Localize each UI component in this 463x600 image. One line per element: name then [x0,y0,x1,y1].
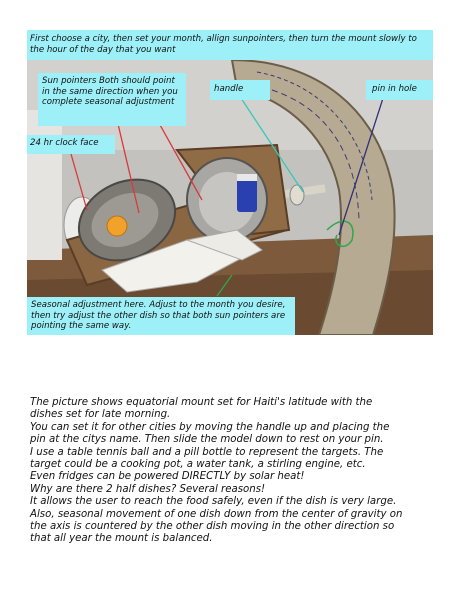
description-line: that all year the mount is balanced. [30,533,213,545]
description-line: the axis is countered by the other dish moving in the other direction so [30,521,395,533]
description-line: The picture shows equatorial mount set for Haiti's latitude with the [30,397,373,408]
description-line: Even fridges can be powered DIRECTLY by solar heat! [30,471,305,483]
description-line: You can set it for other cities by moving the handle up and placing the [30,421,390,433]
callout-pin-in-hole: pin in hole [366,80,433,100]
callout-handle: handle [210,80,270,100]
callout-24hr-clock: 24 hr clock face [27,135,115,154]
description-line: pin at the citys name. Then slide the model down to rest on your pin. [30,434,384,446]
callout-seasonal-adjustment: Seasonal adjustment here. Adjust to the month you desire, then try adjust the other dish so that both sun pointers are pointing the same way. [27,297,295,335]
description-line: dishes set for late morning. [30,409,171,421]
callout-sun-pointers: Sun pointers Both should point in the same direction when you complete seasonal adjustment [38,73,186,126]
description-text [30,397,440,546]
description-line: Why are there 2 half dishes? Several reasons! [30,483,266,495]
callout-instructions: First choose a city, then set your month, allign sunpointers, then turn the mount slowly to the hour of the day that you want [27,30,433,60]
description-line: I use a table tennis ball and a pill bottle to represent the targets. The [30,446,384,458]
description-line: Also, seasonal movement of one dish down from the center of gravity on [30,508,403,520]
description-line: target could be a cooking pot, a water tank, a stirling engine, etc. [30,459,366,471]
description-line: It allows the user to reach the food safely, even if the dish is very large. [30,496,397,508]
